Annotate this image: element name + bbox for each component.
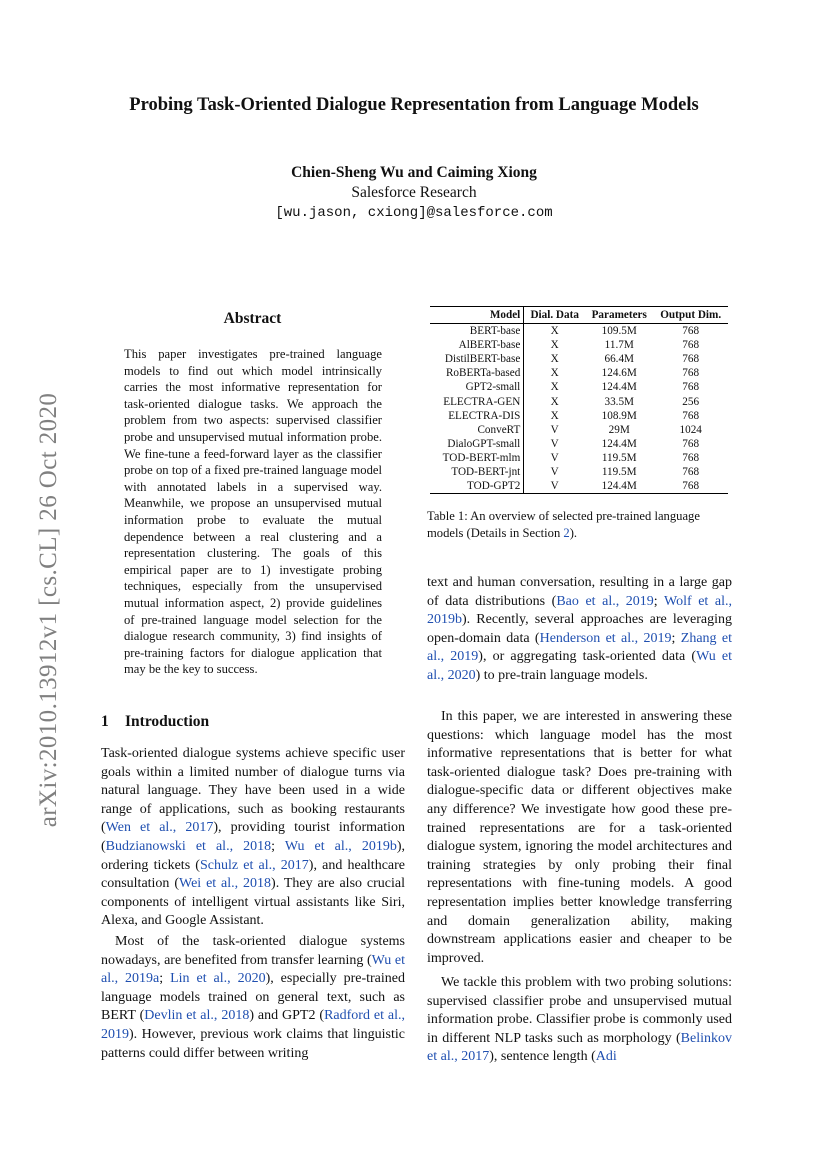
- table-row: [430, 324, 728, 339]
- citation-link[interactable]: Lin et al., 2020: [170, 971, 266, 987]
- text-run: ) to pre-train language models.: [475, 667, 648, 683]
- text-run: ), especially pre-trained language models trained on general text, such as BERT (: [101, 971, 405, 1024]
- table-cell-model: TOD-BERT-mlm: [430, 451, 524, 465]
- model-overview-table: [430, 306, 728, 494]
- table-cell-output-dim: 768: [682, 409, 700, 422]
- caption-text: ).: [569, 526, 578, 540]
- citation-link[interactable]: Bao et al., 2019: [556, 593, 654, 609]
- table-cell-output-dim: 256: [682, 395, 700, 408]
- table-cell-parameters: 108.9M: [601, 409, 637, 422]
- table-row: [430, 479, 728, 494]
- text-run: ). They are also crucial components of intelligent virtual assistants like Siri, Alexa, and Google Assistant.: [101, 876, 405, 929]
- intro-paragraph-2: [101, 933, 405, 1063]
- table-cell-output-dim: 768: [682, 367, 700, 380]
- citation-link[interactable]: Budzianowski et al., 2018: [105, 838, 272, 854]
- table-cell-model: DistilBERT-base: [430, 352, 524, 366]
- table-row: [430, 338, 728, 352]
- table-cell-dial-data: V: [550, 466, 559, 479]
- paper-title: Probing Task-Oriented Dialogue Representation from Language Models: [129, 95, 699, 115]
- section-reference-link[interactable]: 2: [563, 526, 570, 540]
- table-cell-model: ELECTRA-DIS: [430, 409, 524, 423]
- table-cell-dial-data: V: [550, 451, 559, 464]
- right-paragraph-2: In this paper, we are interested in answering these questions: which language model has the most informative representations that is better for what task-oriented dialogue task? Does pre-training with dialogue-specific data or different objectives make any difference? We investigate how good these pre-trained representations are for a task-oriented dialogue system, ignoring the model architectures and training strategies by only probing their final representations with fine-tuning models. A good representation implies better knowledge transferring and domain generalization ability, making downstream applications easier and cheaper to be improved.: [427, 709, 732, 966]
- table-cell-parameters: 119.5M: [601, 451, 637, 464]
- table-cell-model: ELECTRA-GEN: [430, 395, 524, 409]
- table-cell-parameters: 66.4M: [604, 353, 634, 366]
- table-header-row: [430, 307, 728, 324]
- text-run: ), ordering tickets (: [101, 838, 405, 873]
- table-row: [430, 380, 728, 394]
- section-heading-introduction: [101, 713, 209, 731]
- citation-link[interactable]: Belinkov et al., 2017: [427, 1030, 732, 1065]
- section-title: Introduction: [125, 713, 210, 730]
- citation-link[interactable]: Wu et al., 2020: [427, 649, 732, 683]
- table-cell-model: TOD-BERT-jnt: [430, 465, 524, 479]
- table-cell-dial-data: X: [550, 409, 559, 422]
- table-row: [430, 395, 728, 409]
- table-cell-parameters: 124.4M: [585, 479, 653, 494]
- table-cell-parameters: 11.7M: [604, 339, 634, 352]
- table-caption: [427, 508, 732, 542]
- text-run: ;: [159, 971, 171, 987]
- table-cell-parameters: 119.5M: [601, 466, 637, 479]
- table-header-dial-data: Dial. Data: [524, 307, 585, 324]
- table-cell-model: ConveRT: [430, 423, 524, 437]
- text-run: ), or aggregating task-oriented data (: [478, 649, 697, 665]
- table-row: [430, 366, 728, 380]
- citation-link[interactable]: Schulz et al., 2017: [199, 857, 309, 873]
- table-row: [430, 423, 728, 437]
- table-header-output-dim: Output Dim.: [653, 307, 728, 324]
- table-cell-dial-data: V: [550, 437, 559, 450]
- citation-link[interactable]: Henderson et al., 2019: [539, 630, 672, 646]
- table-row: [430, 451, 728, 465]
- citation-link[interactable]: Wei et al., 2018: [178, 876, 272, 892]
- table-cell-output-dim: 768: [682, 451, 700, 464]
- table-row: [430, 352, 728, 366]
- citation-link[interactable]: Wen et al., 2017: [105, 820, 214, 836]
- table-cell-parameters: 124.4M: [601, 381, 637, 394]
- citation-link[interactable]: Zhang et al., 2019: [427, 630, 732, 665]
- text-run: ) and GPT2 (: [249, 1008, 325, 1024]
- table-cell-dial-data: X: [550, 339, 559, 352]
- table-cell-model: TOD-GPT2: [430, 479, 524, 494]
- table-row: [430, 465, 728, 479]
- table-row: [430, 409, 728, 423]
- section-number: 1: [101, 713, 109, 730]
- table-cell-parameters: 29M: [608, 423, 630, 436]
- table-cell-dial-data: X: [550, 353, 559, 366]
- table-cell-output-dim: 768: [682, 466, 700, 479]
- arxiv-side-identifier: arXiv:2010.13912v1 [cs.CL] 26 Oct 2020: [35, 392, 62, 828]
- table-cell-parameters: 124.6M: [601, 367, 637, 380]
- text-run: text and human conversation, resulting in a large gap of data distributions (: [427, 575, 732, 609]
- table-header-model: Model: [430, 307, 524, 324]
- table-cell-model: DialoGPT-small: [430, 437, 524, 451]
- text-run: Task-oriented dialogue systems achieve specific user goals within a limited number of dialogue turns via natural language. They have been used in a wide range of applications, such as booking restaurants (: [101, 746, 405, 836]
- table-cell-output-dim: 768: [682, 437, 700, 450]
- table-cell-parameters: 109.5M: [601, 325, 637, 338]
- table-row: [430, 437, 728, 451]
- right-paragraph-3: [427, 974, 732, 1067]
- abstract-text: This paper investigates pre-trained language models to find out which model intrinsically carries the most informative representation for task-oriented dialogue tasks. We approach the problem from two aspects: supervised classifier probe and unsupervised mutual information probe. We fine-tune a feed-forward layer as the classifier probe on top of a fixed pre-trained language model with annotated labels in a supervised way. Meanwhile, we propose an unsupervised mutual information probe to evaluate the mutual dependence between a real clustering and a representation clustering. The goals of this empirical paper are to 1) investigate probing techniques, especially from the unsupervised mutual information aspect, 2) provide guidelines of pre-trained language model selection for the dialogue research community, 3) find insights of pre-training factors for dialogue application that may be the key to success.: [124, 347, 382, 677]
- table-cell-model: BERT-base: [430, 324, 524, 339]
- affiliation: Salesforce Research: [351, 184, 477, 201]
- authors: Chien-Sheng Wu and Caiming Xiong: [291, 164, 537, 181]
- text-run: ;: [271, 838, 285, 854]
- table-cell-dial-data: V: [550, 423, 559, 436]
- citation-link[interactable]: Radford et al., 2019: [101, 1008, 405, 1042]
- table-cell-output-dim: 768: [682, 353, 700, 366]
- table-cell-dial-data: X: [550, 381, 559, 394]
- citation-link[interactable]: Wolf et al., 2019b: [427, 593, 732, 628]
- table-cell-dial-data: X: [550, 325, 559, 338]
- table-cell-dial-data: V: [524, 479, 585, 494]
- table-cell-model: AlBERT-base: [430, 338, 524, 352]
- table-cell-parameters: 124.4M: [601, 437, 637, 450]
- text-run: ). Recently, several approaches are leveraging open-domain data (: [427, 612, 732, 646]
- text-run: ), providing tourist information (: [101, 820, 406, 854]
- table-header-parameters: Parameters: [585, 307, 653, 324]
- table-cell-dial-data: X: [550, 395, 559, 408]
- table-cell-output-dim: 768: [682, 381, 700, 394]
- text-run: ;: [671, 630, 681, 646]
- abstract-heading: Abstract: [223, 310, 282, 327]
- text-run: ), sentence length (: [489, 1049, 596, 1065]
- intro-paragraph-1: [101, 745, 405, 931]
- caption-text: Table 1: An overview of selected pre-trained language models (Details in Section: [427, 509, 700, 540]
- text-run: Most of the task-oriented dialogue systems nowadays, are benefited from transfer learning (: [101, 934, 405, 968]
- table-cell-model: GPT2-small: [430, 380, 524, 394]
- table-cell-output-dim: 768: [682, 339, 700, 352]
- citation-link[interactable]: Wu et al., 2019b: [284, 838, 397, 854]
- text-run: ). However, previous work claims that linguistic patterns could differ between writing: [101, 1026, 405, 1061]
- citation-link[interactable]: Adi: [595, 1049, 617, 1065]
- author-email: [wu.jason, cxiong]@salesforce.com: [275, 205, 553, 221]
- table-cell-output-dim: 1024: [679, 423, 702, 436]
- citation-link[interactable]: Wu et al., 2019a: [101, 952, 405, 987]
- citation-link[interactable]: Devlin et al., 2018: [144, 1008, 250, 1024]
- text-run: ;: [653, 593, 664, 609]
- table-body: [430, 324, 728, 494]
- right-paragraph-1: [427, 574, 732, 686]
- table-cell-output-dim: 768: [682, 325, 700, 338]
- table-cell-dial-data: X: [550, 367, 559, 380]
- table-cell-model: RoBERTa-based: [430, 366, 524, 380]
- text-run: ), and healthcare consultation (: [101, 857, 405, 892]
- text-run: We tackle this problem with two probing solutions: supervised classifier probe and unsupervised mutual information probe. Classifier probe is commonly used in different NLP tasks such as morphology (: [427, 975, 732, 1046]
- table-cell-output-dim: 768: [653, 479, 728, 494]
- table-cell-parameters: 33.5M: [604, 395, 634, 408]
